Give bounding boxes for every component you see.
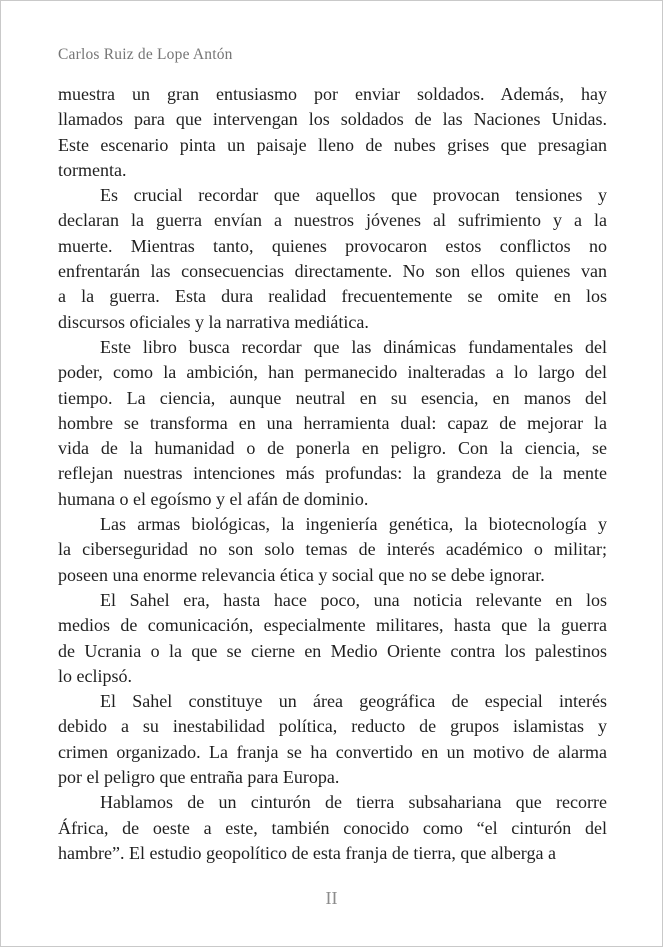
body-line: de Ucrania o la que se cierne en Medio Oriente contra los palestinos: [58, 640, 607, 661]
body-line: muerte. Mientras tanto, quienes provocaron estos conflictos no: [58, 235, 607, 256]
body-line: Hablamos de un cinturón de tierra subsahariana que recorre: [100, 792, 607, 813]
body-line: Es crucial recordar que aquellos que provocan tensiones y: [100, 185, 607, 206]
body-line: hambre”. El estudio geopolítico de esta franja de tierra, que alberga a: [58, 842, 556, 863]
body-line: Las armas biológicas, la ingeniería genética, la biotecnología y: [100, 514, 607, 535]
body-line: África, de oeste a este, también conocido como “el cinturón del: [58, 817, 607, 838]
body-line: llamados para que intervengan los soldados de las Naciones Unidas.: [58, 109, 607, 130]
running-header-author: Carlos Ruiz de Lope Antón: [58, 46, 233, 63]
paragraph: [58, 512, 607, 588]
page-number: II: [325, 888, 338, 908]
body-line: la ciberseguridad no son solo temas de interés académico o militar;: [58, 539, 607, 560]
body-line: lo eclipsó.: [58, 665, 132, 686]
body-line: El Sahel era, hasta hace poco, una noticia relevante en los: [100, 589, 607, 610]
body-line: medios de comunicación, especialmente militares, hasta que la guerra: [58, 615, 607, 636]
body-line: crimen organizado. La franja se ha convertido en un motivo de alarma: [58, 741, 607, 762]
body-line: a la guerra. Esta dura realidad frecuentemente se omite en los: [58, 286, 607, 307]
body-line: Este libro busca recordar que las dinámicas fundamentales del: [100, 336, 607, 357]
paragraph: [58, 82, 607, 183]
body-line: poder, como la ambición, han permanecido inalteradas a lo largo del: [58, 362, 607, 383]
paragraph: [58, 689, 607, 790]
body-line: declaran la guerra envían a nuestros jóvenes al sufrimiento y a la: [58, 210, 607, 231]
paragraph: [58, 588, 607, 689]
body-line: enfrentarán las consecuencias directamente. No son ellos quienes van: [58, 261, 607, 282]
body-line: debido a su inestabilidad política, reducto de grupos islamistas y: [58, 716, 607, 737]
body-line: vida de la humanidad o de ponerla en peligro. Con la ciencia, se: [58, 438, 607, 459]
body-line: Este escenario pinta un paisaje lleno de nubes grises que presagian: [58, 134, 607, 155]
body-line: reflejan nuestras intenciones más profundas: la grandeza de la mente: [58, 463, 607, 484]
paragraph: [58, 183, 607, 335]
body-line: tiempo. La ciencia, aunque neutral en su esencia, en manos del: [58, 387, 607, 408]
body-line: por el peligro que entraña para Europa.: [58, 767, 340, 788]
body-line: hombre se transforma en una herramienta dual: capaz de mejorar la: [58, 412, 607, 433]
body-line: tormenta.: [58, 159, 127, 180]
body-line: muestra un gran entusiasmo por enviar soldados. Además, hay: [58, 84, 607, 104]
body-line: discursos oficiales y la narrativa mediática.: [58, 311, 369, 332]
paragraph: [58, 335, 607, 512]
body-text: [58, 82, 607, 866]
body-line: humana o el egoísmo y el afán de dominio.: [58, 488, 369, 509]
paragraph: [58, 790, 607, 866]
body-line: poseen una enorme relevancia ética y social que no se debe ignorar.: [58, 564, 545, 585]
body-line: El Sahel constituye un área geográfica de especial interés: [100, 691, 607, 712]
